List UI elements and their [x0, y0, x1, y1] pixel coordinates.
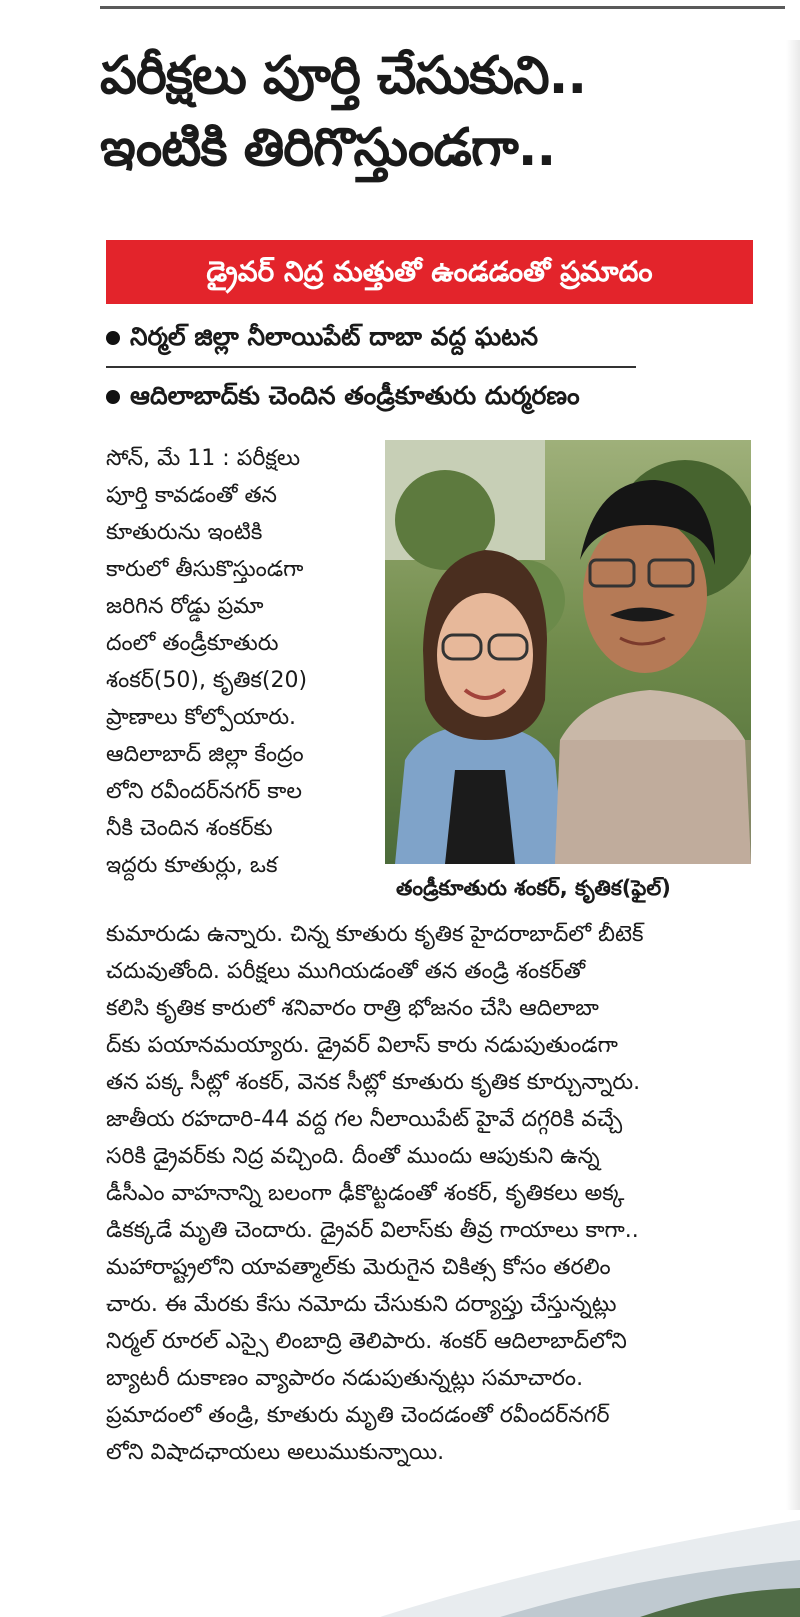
photo-caption: తండ్రీకూతురు శంకర్, కృతిక(ఫైల్): [396, 876, 671, 900]
bullet-dot-icon: [106, 390, 120, 404]
body-line: తన పక్క సీట్లో శంకర్, వెనక సీట్లో కూతురు కృతిక కూర్చున్నారు.: [106, 1070, 641, 1095]
body-line: ద్‌కు పయానమయ్యారు. డ్రైవర్ విలాస్ కారు నడుపుతుండగా: [106, 1033, 618, 1058]
body-line: కుమారుడు ఉన్నారు. చిన్న కూతురు కృతిక హైదరాబాద్‌లో బీటెక్: [106, 922, 644, 947]
body-line: ప్రమాదంలో తండ్రి, కూతురు మృతి చెందడంతో రవీందర్‌నగర్: [106, 1403, 610, 1428]
bullet-text: ఆదిలాబాద్‌కు చెందిన తండ్రీకూతురు దుర్మరణం: [130, 381, 580, 410]
body-line: జరిగిన రోడ్డు ప్రమా: [106, 594, 264, 619]
body-line: కూతురును ఇంటికి: [106, 520, 263, 545]
bullet-dot-icon: [106, 331, 120, 345]
body-line: పూర్తి కావడంతో తన: [106, 483, 278, 508]
article-column-left: [106, 440, 376, 884]
body-line: ఆదిలాబాద్ జిల్లా కేంద్రం: [106, 742, 304, 767]
photo-illustration: [385, 440, 751, 864]
body-line: డీసీఎం వాహనాన్ని బలంగా ఢీకొట్టడంతో శంకర్, కృతికలు అక్క: [106, 1181, 625, 1206]
headline-line-2: ఇంటికి తిరిగొస్తుండగా..: [100, 118, 556, 178]
body-line: నిర్మల్ రూరల్ ఎస్సై లింబాద్రి తెలిపారు. శంకర్ ఆదిలాబాద్‌లోని: [106, 1329, 627, 1354]
article-body-full-width: [106, 916, 754, 1471]
subheadline-banner: డ్రైవర్ నిద్ర మత్తుతో ఉండడంతో ప్రమాదం: [106, 240, 753, 304]
body-line: డికక్కడే మృతి చెందారు. డ్రైవర్ విలాస్‌కు తీవ్ర గాయాలు కాగా..: [106, 1218, 639, 1243]
body-line: దంలో తండ్రీకూతురు: [106, 631, 279, 656]
body-line: జాతీయ రహదారి-44 వద్ద గల నీలాయిపేట్ హైవే దగ్గరికి వచ్చే: [106, 1107, 623, 1132]
news-photo: [385, 440, 751, 864]
swoosh-graphic: [380, 1520, 800, 1617]
top-divider: [100, 6, 785, 9]
body-line: కారులో తీసుకొస్తుండగా: [106, 557, 304, 582]
body-line: చదువుతోంది. పరీక్షలు ముగియడంతో తన తండ్రి శంకర్‌తో: [106, 959, 586, 984]
body-line: సోన్, మే 11 : పరీక్షలు: [106, 446, 301, 471]
body-line: ఇద్దరు కూతుర్లు, ఒక: [106, 853, 278, 878]
body-line: లోని రవీందర్‌నగర్ కాల: [106, 779, 302, 804]
body-line: సరికి డ్రైవర్‌కు నిద్ర వచ్చింది. దీంతో ముందు ఆపుకుని ఉన్న: [106, 1144, 600, 1169]
bullet-text: నిర్మల్ జిల్లా నీలాయిపేట్ దాబా వద్ద ఘటన: [130, 322, 539, 351]
bullet-point-1: [106, 322, 538, 358]
body-line: చారు. ఈ మేరకు కేసు నమోదు చేసుకుని దర్యాప్తు చేస్తున్నట్లు: [106, 1292, 617, 1317]
body-line: ప్రాణాలు కోల్పోయారు.: [106, 705, 297, 730]
body-line: లోని విషాదఛాయలు అలుముకున్నాయి.: [106, 1440, 445, 1465]
page-edge-shadow: [786, 40, 800, 1510]
body-line: నీకి చెందిన శంకర్‌కు: [106, 816, 273, 841]
headline-line-1: పరీక్షలు పూర్తి చేసుకుని..: [100, 46, 587, 106]
body-line: కలిసి కృతిక కారులో శనివారం రాత్రి భోజనం చేసి ఆదిలాబా: [106, 996, 599, 1021]
headline: [100, 40, 780, 184]
body-line: బ్యాటరీ దుకాణం వ్యాపారం నడుపుతున్నట్లు సమాచారం.: [106, 1366, 584, 1391]
bullet-point-2: [106, 381, 580, 417]
body-line: శంకర్(50), కృతిక(20): [106, 668, 308, 693]
bullet-divider: [106, 366, 636, 368]
body-line: మహారాష్ట్రలోని యావత్మాల్‌కు మెరుగైన చికిత్స కోసం తరలిం: [106, 1255, 611, 1280]
adjacent-page-edge: [380, 1520, 800, 1617]
